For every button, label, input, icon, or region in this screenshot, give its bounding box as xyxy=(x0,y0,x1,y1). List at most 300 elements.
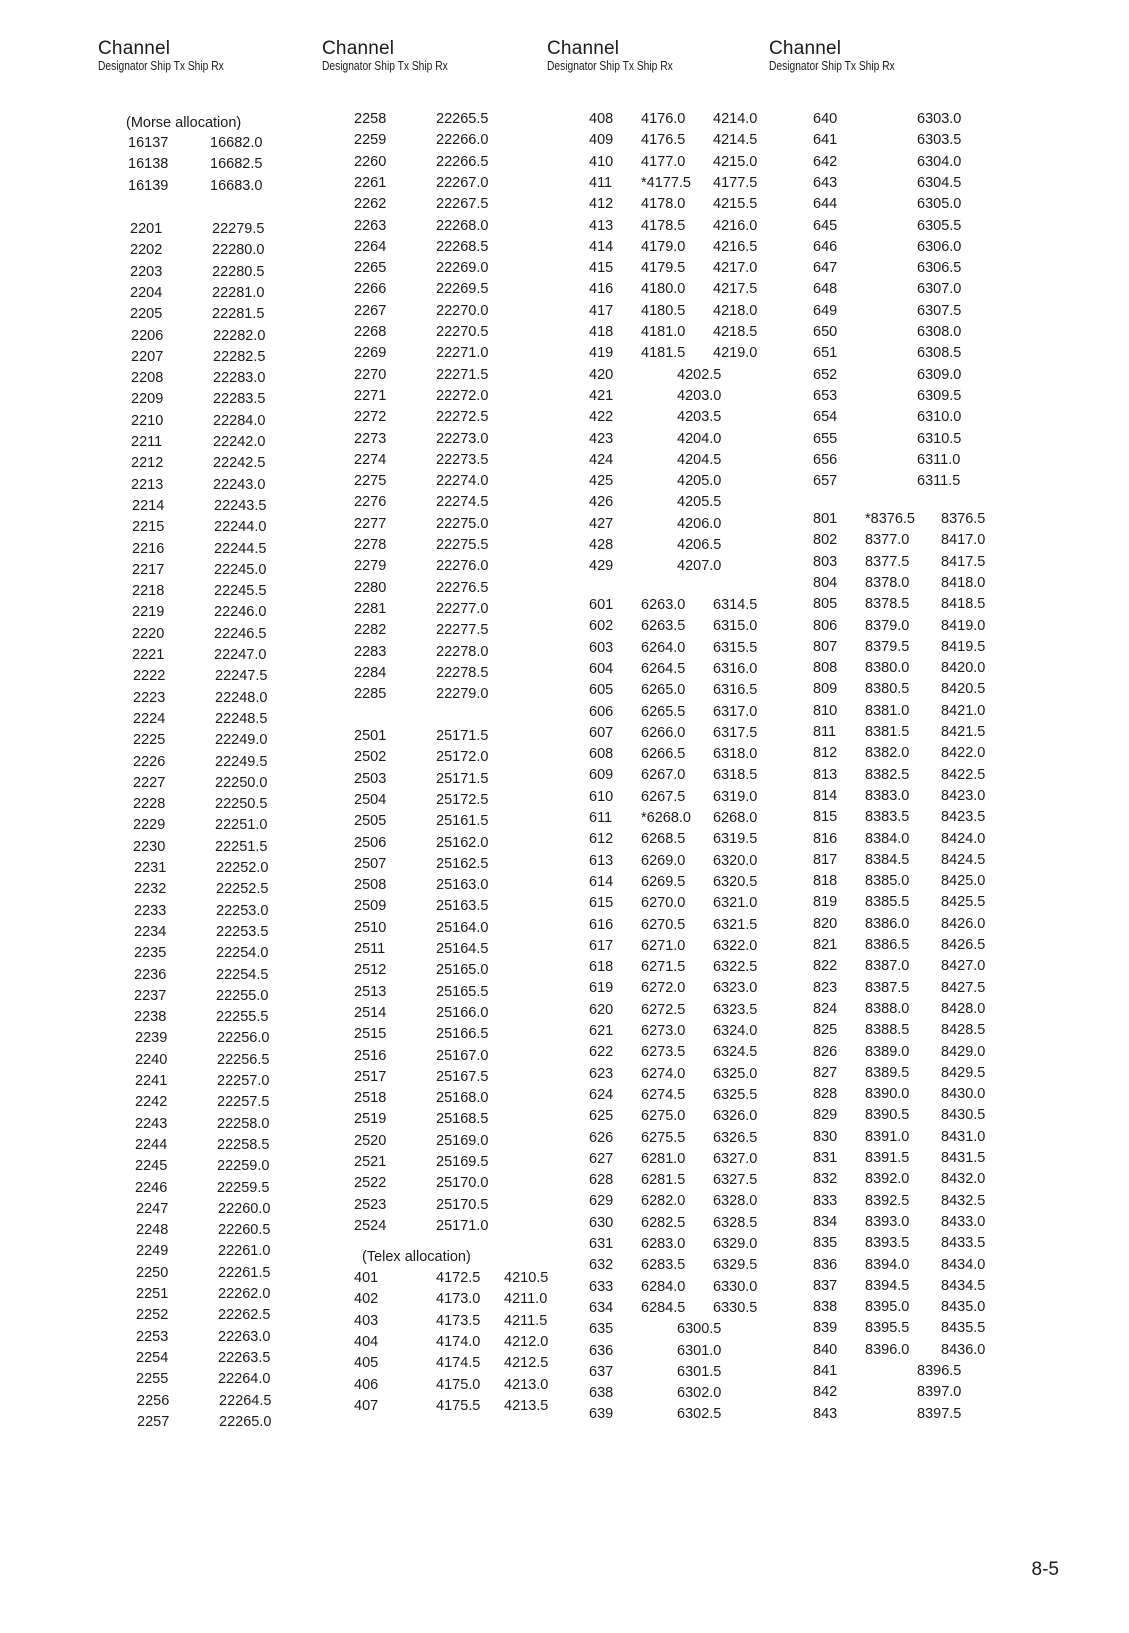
ship-tx-frequency: 22266.0 xyxy=(436,132,489,149)
ship-tx-frequency: 22280.5 xyxy=(212,263,265,280)
ship-tx-frequency: 4178.0 xyxy=(641,196,686,213)
ship-tx-frequency: 22271.5 xyxy=(436,366,489,383)
channel-designator: 409 xyxy=(589,132,614,149)
channel-designator: 826 xyxy=(813,1043,838,1060)
ship-tx-frequency: 22282.5 xyxy=(213,348,266,365)
ship-tx-frequency: 6282.0 xyxy=(641,1193,686,1210)
channel-designator: 427 xyxy=(589,515,614,532)
channel-designator: 2239 xyxy=(135,1030,168,1047)
channel-designator: 2260 xyxy=(354,153,387,170)
ship-tx-frequency: 8378.5 xyxy=(865,596,910,613)
ship-rx-frequency: 6317.0 xyxy=(713,703,758,720)
channel-designator: 2206 xyxy=(131,327,164,344)
ship-tx-frequency: 25167.0 xyxy=(436,1047,489,1064)
channel-designator: 2265 xyxy=(354,260,387,277)
ship-tx-frequency: 22284.0 xyxy=(213,412,266,429)
ship-tx-frequency: 22276.0 xyxy=(436,558,489,575)
ship-tx-frequency: 6310.0 xyxy=(917,409,962,426)
channel-designator: 2276 xyxy=(354,494,387,511)
ship-tx-frequency: 8392.0 xyxy=(865,1171,910,1188)
ship-tx-frequency: 22265.5 xyxy=(436,111,489,127)
channel-designator: 2217 xyxy=(132,561,165,578)
channel-designator: 2231 xyxy=(134,860,167,876)
ship-rx-frequency: 8432.0 xyxy=(941,1171,986,1188)
ship-tx-frequency: 6269.5 xyxy=(641,873,686,890)
ship-tx-frequency: 25172.5 xyxy=(436,791,489,808)
channel-designator: 2522 xyxy=(354,1175,387,1192)
ship-rx-frequency: 4212.5 xyxy=(504,1355,549,1372)
ship-tx-frequency: 6283.5 xyxy=(641,1257,686,1274)
ship-tx-frequency: 4205.5 xyxy=(677,494,722,511)
channel-designator: 617 xyxy=(589,937,614,954)
channel-designator: 655 xyxy=(813,430,838,447)
channel-designator: 841 xyxy=(813,1363,838,1379)
channel-designator: 2256 xyxy=(137,1392,170,1409)
channel-designator: 2212 xyxy=(131,455,164,472)
channel-designator: 812 xyxy=(813,745,838,762)
channel-designator: 621 xyxy=(589,1023,614,1039)
channel-designator: 2279 xyxy=(354,558,387,575)
ship-tx-frequency: 22260.0 xyxy=(218,1200,271,1217)
ship-tx-frequency: 22255.0 xyxy=(216,987,269,1004)
channel-designator: 2510 xyxy=(354,919,387,936)
ship-tx-frequency: 6308.5 xyxy=(917,345,962,362)
ship-tx-frequency: 25167.5 xyxy=(436,1068,489,1085)
ship-rx-frequency: 8417.0 xyxy=(941,532,986,549)
ship-rx-frequency: 8431.5 xyxy=(941,1150,986,1166)
channel-designator: 2283 xyxy=(354,643,387,660)
channel-designator: 2266 xyxy=(354,281,387,298)
ship-tx-frequency: 6303.5 xyxy=(917,132,962,149)
channel-designator: 2240 xyxy=(135,1051,168,1068)
ship-tx-frequency: 22251.5 xyxy=(215,838,268,855)
ship-tx-frequency: 6271.5 xyxy=(641,959,686,976)
channel-designator: 825 xyxy=(813,1022,838,1039)
ship-tx-frequency: 8395.5 xyxy=(865,1320,910,1337)
channel-designator: 2224 xyxy=(133,710,166,727)
channel-designator: 809 xyxy=(813,681,838,698)
ship-tx-frequency: 8397.0 xyxy=(917,1384,962,1401)
channel-designator: 2516 xyxy=(354,1047,387,1064)
channel-designator: 16137 xyxy=(128,135,169,151)
ship-tx-frequency: 22262.5 xyxy=(218,1307,271,1324)
ship-tx-frequency: 8389.5 xyxy=(865,1064,910,1081)
ship-tx-frequency: 22281.5 xyxy=(212,306,265,323)
channel-designator: 2253 xyxy=(136,1328,169,1345)
column-header-title: Channel xyxy=(98,38,171,59)
ship-rx-frequency: 6268.0 xyxy=(713,810,758,826)
ship-tx-frequency: 6273.0 xyxy=(641,1023,686,1039)
ship-tx-frequency: 8396.5 xyxy=(917,1363,962,1379)
channel-designator: 413 xyxy=(589,217,614,234)
ship-tx-frequency: 22254.0 xyxy=(216,945,269,962)
ship-tx-frequency: *4177.5 xyxy=(641,174,691,191)
ship-tx-frequency: 8396.0 xyxy=(865,1341,910,1358)
ship-rx-frequency: 8420.0 xyxy=(941,660,986,677)
ship-tx-frequency: 22275.0 xyxy=(436,515,489,532)
ship-tx-frequency: 6265.0 xyxy=(641,682,686,699)
channel-designator: 843 xyxy=(813,1405,838,1422)
channel-designator: 630 xyxy=(589,1214,614,1231)
channel-designator: 2209 xyxy=(131,391,164,408)
channel-designator: 650 xyxy=(813,324,838,340)
ship-tx-frequency: 6281.0 xyxy=(641,1150,686,1167)
ship-tx-frequency: 4180.0 xyxy=(641,281,686,298)
ship-rx-frequency: 6322.5 xyxy=(713,959,758,976)
ship-tx-frequency: 22263.5 xyxy=(218,1349,271,1366)
ship-rx-frequency: 6318.5 xyxy=(713,767,758,784)
ship-tx-frequency: 4181.0 xyxy=(641,324,686,340)
ship-tx-frequency: 25168.5 xyxy=(436,1111,489,1128)
ship-rx-frequency: 6325.0 xyxy=(713,1065,758,1082)
ship-rx-frequency: 8418.0 xyxy=(941,574,986,591)
channel-designator: 801 xyxy=(813,511,838,527)
channel-designator: 411 xyxy=(589,174,613,191)
morse-allocation-note: (Morse allocation) xyxy=(126,115,242,131)
ship-rx-frequency: 8434.5 xyxy=(941,1277,986,1294)
channel-designator: 819 xyxy=(813,894,838,911)
ship-rx-frequency: 6319.0 xyxy=(713,788,758,805)
channel-designator: 2524 xyxy=(354,1217,387,1234)
ship-tx-frequency: 25162.5 xyxy=(436,855,489,872)
ship-rx-frequency: 4215.5 xyxy=(713,196,758,213)
page-number: 8-5 xyxy=(1031,1559,1059,1580)
channel-designator: 2277 xyxy=(354,515,387,532)
channel-designator: 642 xyxy=(813,153,838,170)
ship-tx-frequency: 22270.5 xyxy=(436,324,489,340)
ship-tx-frequency: 6274.5 xyxy=(641,1086,686,1103)
channel-designator: 425 xyxy=(589,473,614,490)
ship-rx-frequency: 8422.0 xyxy=(941,745,986,762)
channel-designator: 813 xyxy=(813,766,838,783)
channel-designator: 2251 xyxy=(136,1286,169,1302)
channel-designator: 827 xyxy=(813,1064,838,1081)
ship-tx-frequency: 22254.5 xyxy=(216,966,269,983)
channel-designator: 2264 xyxy=(354,238,387,255)
ship-tx-frequency: 22278.5 xyxy=(436,664,489,681)
ship-tx-frequency: 6311.5 xyxy=(917,473,961,490)
ship-rx-frequency: 6329.0 xyxy=(713,1236,758,1252)
channel-designator: 2284 xyxy=(354,664,387,681)
channel-designator: 815 xyxy=(813,809,838,826)
ship-tx-frequency: 6305.0 xyxy=(917,196,962,213)
channel-designator: 603 xyxy=(589,639,614,656)
ship-tx-frequency: 25166.5 xyxy=(436,1026,489,1043)
ship-rx-frequency: 8430.5 xyxy=(941,1107,986,1124)
ship-tx-frequency: 6302.0 xyxy=(677,1385,722,1402)
channel-designator: 2214 xyxy=(132,497,165,514)
ship-tx-frequency: 22246.0 xyxy=(214,604,267,621)
ship-tx-frequency: 6311.0 xyxy=(917,451,961,468)
channel-designator: 2515 xyxy=(354,1026,387,1043)
channel-designator: 2229 xyxy=(133,817,166,834)
channel-designator: 806 xyxy=(813,617,838,634)
ship-tx-frequency: 8392.5 xyxy=(865,1192,910,1209)
channel-designator: 814 xyxy=(813,787,838,804)
channel-designator: 2252 xyxy=(136,1307,169,1324)
ship-tx-frequency: 25163.5 xyxy=(436,898,489,915)
channel-designator: 602 xyxy=(589,618,614,635)
ship-tx-frequency: 8384.0 xyxy=(865,830,910,847)
ship-tx-frequency: 6267.0 xyxy=(641,767,686,784)
column-header-subtitle: Designator Ship Tx Ship Rx xyxy=(547,59,673,73)
channel-designator: 2263 xyxy=(354,217,387,234)
ship-rx-frequency: 4177.5 xyxy=(713,174,758,191)
channel-designator: 2513 xyxy=(354,983,387,1000)
ship-tx-frequency: 22266.5 xyxy=(436,153,489,170)
ship-tx-frequency: 8397.5 xyxy=(917,1405,962,1422)
channel-designator: 2203 xyxy=(130,263,163,280)
channel-designator: 2505 xyxy=(354,813,387,830)
ship-tx-frequency: 22257.5 xyxy=(217,1094,270,1111)
ship-tx-frequency: 22270.0 xyxy=(436,302,489,319)
ship-rx-frequency: 8419.0 xyxy=(941,617,986,634)
ship-tx-frequency: 4204.0 xyxy=(677,430,722,447)
ship-tx-frequency: 4176.5 xyxy=(641,132,686,149)
ship-rx-frequency: 6322.0 xyxy=(713,937,758,954)
ship-rx-frequency: 6319.5 xyxy=(713,831,758,848)
channel-designator: 2517 xyxy=(354,1068,387,1085)
ship-tx-frequency: 6281.5 xyxy=(641,1172,686,1189)
ship-rx-frequency: 8432.5 xyxy=(941,1192,986,1209)
ship-tx-frequency: 6270.5 xyxy=(641,916,686,933)
channel-designator: 2213 xyxy=(131,476,164,493)
channel-designator: 647 xyxy=(813,260,838,277)
ship-tx-frequency: 8383.0 xyxy=(865,787,910,804)
ship-tx-frequency: 4173.0 xyxy=(436,1291,481,1308)
ship-tx-frequency: 22244.5 xyxy=(214,540,267,557)
ship-rx-frequency: 6326.5 xyxy=(713,1129,758,1146)
ship-tx-frequency: 8390.0 xyxy=(865,1086,910,1103)
channel-designator: 832 xyxy=(813,1171,838,1188)
channel-designator: 2232 xyxy=(134,881,167,898)
channel-designator: 601 xyxy=(589,597,614,613)
ship-tx-frequency: 6284.5 xyxy=(641,1299,686,1316)
ship-tx-frequency: 22242.5 xyxy=(213,455,266,472)
channel-designator: 645 xyxy=(813,217,838,234)
ship-rx-frequency: 4216.5 xyxy=(713,238,758,255)
ship-rx-frequency: 6328.0 xyxy=(713,1193,758,1210)
channel-designator: 2520 xyxy=(354,1132,387,1149)
ship-tx-frequency: 8394.5 xyxy=(865,1277,910,1294)
ship-tx-frequency: 22245.5 xyxy=(214,583,267,600)
channel-designator: 2241 xyxy=(135,1073,168,1089)
channel-designator: 2216 xyxy=(132,540,165,557)
column-header-title: Channel xyxy=(547,38,620,59)
channel-designator: 633 xyxy=(589,1278,614,1295)
ship-tx-frequency: 8395.0 xyxy=(865,1299,910,1316)
ship-rx-frequency: 8429.0 xyxy=(941,1043,986,1060)
ship-tx-frequency: 8382.0 xyxy=(865,745,910,762)
ship-tx-frequency: 8389.0 xyxy=(865,1043,910,1060)
channel-designator: 840 xyxy=(813,1341,838,1358)
ship-tx-frequency: 6266.0 xyxy=(641,724,686,741)
ship-rx-frequency: 8428.5 xyxy=(941,1022,986,1039)
ship-tx-frequency: 22265.0 xyxy=(219,1413,272,1430)
channel-designator: 627 xyxy=(589,1150,614,1167)
channel-designator: 2273 xyxy=(354,430,387,447)
channel-designator: 615 xyxy=(589,895,614,912)
ship-tx-frequency: 22250.5 xyxy=(215,796,268,813)
channel-designator: 618 xyxy=(589,959,614,976)
channel-designator: 2222 xyxy=(133,668,166,685)
ship-rx-frequency: 8424.5 xyxy=(941,851,986,868)
channel-designator: 614 xyxy=(589,873,614,890)
channel-designator: 818 xyxy=(813,873,838,890)
channel-designator: 653 xyxy=(813,387,838,404)
channel-designator: 2514 xyxy=(354,1004,387,1021)
channel-designator: 2272 xyxy=(354,409,387,426)
channel-designator: 648 xyxy=(813,281,838,298)
channel-designator: 2227 xyxy=(133,774,166,791)
ship-rx-frequency: 4216.0 xyxy=(713,217,758,234)
ship-tx-frequency: 6307.5 xyxy=(917,302,962,319)
channel-designator: 2248 xyxy=(136,1222,169,1239)
ship-rx-frequency: 6315.0 xyxy=(713,618,758,635)
channel-designator: 828 xyxy=(813,1086,838,1103)
channel-designator: 2504 xyxy=(354,791,387,808)
ship-tx-frequency: 6305.5 xyxy=(917,217,962,234)
ship-tx-frequency: 4202.5 xyxy=(677,366,722,383)
ship-tx-frequency: 22248.5 xyxy=(215,710,268,727)
channel-designator: 2270 xyxy=(354,366,387,383)
channel-designator: 820 xyxy=(813,915,838,932)
ship-rx-frequency: 6321.5 xyxy=(713,916,758,933)
ship-rx-frequency: 8424.0 xyxy=(941,830,986,847)
channel-designator: 2509 xyxy=(354,898,387,915)
channel-designator: 2502 xyxy=(354,749,387,766)
ship-rx-frequency: 8426.5 xyxy=(941,937,986,953)
channel-designator: 605 xyxy=(589,682,614,699)
channel-designator: 404 xyxy=(354,1333,379,1350)
ship-rx-frequency: 6326.0 xyxy=(713,1108,758,1125)
channel-designator: 2280 xyxy=(354,579,387,596)
channel-designator: 839 xyxy=(813,1320,838,1337)
ship-tx-frequency: 25168.0 xyxy=(436,1090,489,1107)
channel-designator: 418 xyxy=(589,324,614,340)
ship-tx-frequency: 25171.5 xyxy=(436,770,489,787)
ship-tx-frequency: 16682.0 xyxy=(210,135,263,151)
channel-designator: 804 xyxy=(813,574,838,591)
ship-tx-frequency: 4181.5 xyxy=(641,345,686,362)
channel-designator: 643 xyxy=(813,174,838,191)
ship-tx-frequency: 22267.5 xyxy=(436,196,489,213)
ship-rx-frequency: 4211.0 xyxy=(504,1291,548,1308)
ship-tx-frequency: 22279.0 xyxy=(436,686,489,703)
channel-designator: 2204 xyxy=(130,284,163,301)
ship-tx-frequency: 4205.0 xyxy=(677,473,722,490)
channel-designator: 612 xyxy=(589,831,614,848)
channel-designator: 838 xyxy=(813,1299,838,1316)
channel-designator: 2234 xyxy=(134,923,167,940)
channel-designator: 821 xyxy=(813,937,838,953)
ship-tx-frequency: 8385.5 xyxy=(865,894,910,911)
ship-tx-frequency: 8381.0 xyxy=(865,702,910,719)
channel-designator: 803 xyxy=(813,553,838,570)
ship-rx-frequency: 8426.0 xyxy=(941,915,986,932)
ship-tx-frequency: 25169.0 xyxy=(436,1132,489,1149)
channel-designator: 606 xyxy=(589,703,614,720)
ship-tx-frequency: 8378.0 xyxy=(865,574,910,591)
ship-tx-frequency: 22272.0 xyxy=(436,387,489,404)
ship-rx-frequency: 6330.5 xyxy=(713,1299,758,1316)
ship-rx-frequency: 4211.5 xyxy=(504,1312,548,1329)
ship-tx-frequency: 22268.0 xyxy=(436,217,489,234)
ship-tx-frequency: 22276.5 xyxy=(436,579,489,596)
column-header-subtitle: Designator Ship Tx Ship Rx xyxy=(322,59,448,73)
ship-rx-frequency: 8421.0 xyxy=(941,702,986,719)
ship-tx-frequency: 25170.5 xyxy=(436,1196,489,1213)
ship-tx-frequency: 8393.5 xyxy=(865,1235,910,1252)
ship-tx-frequency: 4206.5 xyxy=(677,537,722,553)
channel-designator: 2247 xyxy=(136,1200,169,1217)
channel-designator: 420 xyxy=(589,366,614,383)
channel-designator: 2205 xyxy=(130,306,163,323)
channel-designator: 649 xyxy=(813,302,838,319)
ship-tx-frequency: 22256.0 xyxy=(217,1030,270,1047)
channel-designator: 2219 xyxy=(132,604,165,621)
channel-designator: 416 xyxy=(589,281,614,298)
channel-designator: 2246 xyxy=(135,1179,168,1196)
ship-tx-frequency: 22252.5 xyxy=(216,881,269,898)
ship-tx-frequency: 25164.5 xyxy=(436,941,489,957)
ship-tx-frequency: 22261.5 xyxy=(218,1264,271,1281)
ship-tx-frequency: 6273.5 xyxy=(641,1044,686,1061)
ship-tx-frequency: 4179.5 xyxy=(641,260,686,277)
channel-designator: 634 xyxy=(589,1299,614,1316)
ship-tx-frequency: 4175.0 xyxy=(436,1376,481,1393)
ship-tx-frequency: 6275.0 xyxy=(641,1108,686,1125)
channel-designator: 2237 xyxy=(134,987,167,1004)
ship-tx-frequency: 6269.0 xyxy=(641,852,686,869)
channel-designator: 2220 xyxy=(132,625,165,642)
ship-tx-frequency: 6306.0 xyxy=(917,238,962,255)
ship-tx-frequency: 8388.0 xyxy=(865,1000,910,1017)
ship-tx-frequency: 4180.5 xyxy=(641,302,686,319)
channel-designator: 831 xyxy=(813,1150,838,1166)
ship-rx-frequency: 8376.5 xyxy=(941,511,986,527)
channel-designator: 657 xyxy=(813,473,838,490)
ship-tx-frequency: 8394.0 xyxy=(865,1256,910,1273)
column-header-subtitle: Designator Ship Tx Ship Rx xyxy=(769,59,895,73)
ship-tx-frequency: 22271.0 xyxy=(436,345,489,362)
ship-tx-frequency: *8376.5 xyxy=(865,511,915,527)
channel-designator: 817 xyxy=(813,851,838,868)
ship-tx-frequency: 8388.5 xyxy=(865,1022,910,1039)
ship-tx-frequency: 8393.0 xyxy=(865,1213,910,1230)
channel-designator: 2201 xyxy=(130,221,163,237)
ship-tx-frequency: 8379.0 xyxy=(865,617,910,634)
ship-tx-frequency: 6270.0 xyxy=(641,895,686,912)
ship-tx-frequency: 22248.0 xyxy=(215,689,268,706)
channel-designator: 2519 xyxy=(354,1111,387,1128)
channel-designator: 2223 xyxy=(133,689,166,706)
channel-designator: 2258 xyxy=(354,111,387,127)
channel-designator: 609 xyxy=(589,767,614,784)
ship-tx-frequency: 22282.0 xyxy=(213,327,266,344)
ship-rx-frequency: 6328.5 xyxy=(713,1214,758,1231)
ship-rx-frequency: 6320.0 xyxy=(713,852,758,869)
channel-designator: 842 xyxy=(813,1384,838,1401)
channel-designator: 405 xyxy=(354,1355,379,1372)
channel-designator: 619 xyxy=(589,980,614,997)
ship-tx-frequency: 22272.5 xyxy=(436,409,489,426)
ship-tx-frequency: 22246.5 xyxy=(214,625,267,642)
ship-tx-frequency: 4203.0 xyxy=(677,387,722,404)
channel-designator: 637 xyxy=(589,1363,614,1380)
ship-tx-frequency: 6264.5 xyxy=(641,660,686,677)
channel-designator: 2503 xyxy=(354,770,387,787)
